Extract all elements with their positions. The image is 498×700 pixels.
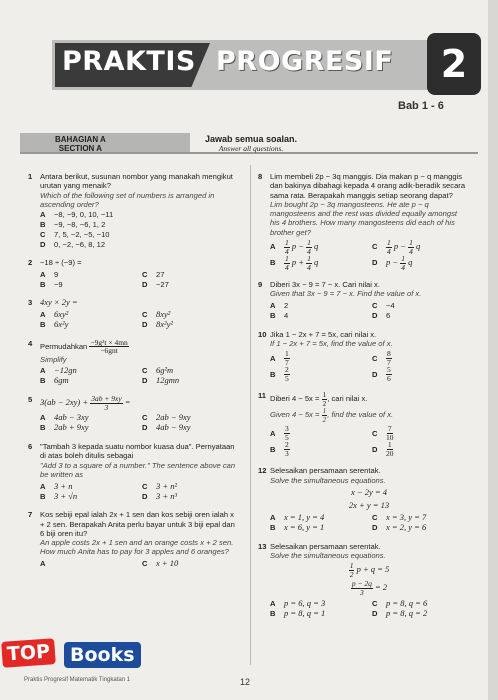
fraction-denominator: 4: [401, 262, 405, 272]
option-value: x = 6, y = 1: [284, 522, 325, 533]
option-fraction: [284, 239, 290, 255]
fraction-numerator: p − 2q: [351, 579, 372, 589]
question-text: Selesaikan persamaan serentak.: [270, 466, 381, 476]
fraction-numerator: 1: [307, 254, 311, 264]
fraction-denominator: 6: [387, 373, 391, 383]
fraction-denominator: 4: [409, 246, 413, 256]
option-fraction: [400, 255, 406, 271]
question-number: 1: [28, 172, 33, 181]
option-term: p −: [386, 257, 399, 268]
question-text: Kos sebiji epal ialah 2x + 1 sen dan kos sebiji oren ialah x + 2 sen. Berapakah Anita perlu bayar untuk 3 biji epal dan 6 biji oren itu?: [40, 510, 235, 538]
option-b[interactable]: B −9, −8, −6, 1, 2: [40, 219, 106, 229]
fraction-denominator: 3: [360, 587, 364, 597]
option-a[interactable]: A x = 1, y = 4: [270, 512, 325, 523]
option-value: [386, 441, 394, 457]
option-value: p = 6, q = 3: [284, 597, 326, 608]
watermark-logo-books: Books: [64, 642, 141, 668]
question-text-en: An apple costs 2x + 1 sen and an orange costs x + 2 sen. How much Anita has to pay for 3 apples and 6 oranges?: [40, 538, 234, 557]
option-value: [386, 255, 412, 271]
option-value: 2ab + 9xy: [54, 422, 89, 433]
question-10: [258, 330, 468, 383]
option-c[interactable]: C $\frac{1}{4}$ p − $\frac{1}{4}$ q: [372, 238, 421, 256]
option-value: 3 + n: [54, 480, 73, 491]
option-value: 3 + n²: [156, 480, 178, 491]
option-a[interactable]: A $\frac{1}{7}$: [270, 349, 289, 367]
option-term: q: [314, 257, 319, 268]
option-b[interactable]: B 6gm: [40, 375, 69, 386]
expression-fraction: [89, 339, 128, 355]
question-text: Antara berikut, susunan nombor yang manakah mengikut urutan yang menaik?: [40, 172, 233, 191]
question-text: [270, 391, 468, 407]
option-d[interactable]: D 4ab − 9xy: [142, 422, 191, 433]
option-fraction: [284, 255, 290, 271]
fraction-denominator: −6gnt: [100, 346, 118, 356]
question-text: Diberi 3x − 9 = 7 − x. Cari nilai x.: [270, 280, 380, 290]
option-d[interactable]: D $\frac{1}{20}$: [372, 440, 394, 458]
option-b[interactable]: B 2ab + 9xy: [40, 422, 89, 433]
question-text-en: If 1 − 2x + 7 = 5x, find the value of x.: [270, 338, 393, 348]
question-number: 3: [28, 298, 33, 308]
equation-1: x − 2y = 4: [350, 486, 388, 497]
option-b[interactable]: B $\frac{1}{4}$ p + $\frac{1}{4}$ q: [270, 254, 319, 272]
option-c[interactable]: C 6g²m: [142, 365, 174, 376]
section-label-ms: BAHAGIAN A: [55, 135, 106, 144]
option-value: −4: [386, 301, 395, 311]
option-d[interactable]: D 8x²y²: [142, 319, 173, 330]
title-progresif: PROGRESIF: [216, 46, 394, 77]
option-value: 6gm: [54, 375, 69, 386]
page-number: 12: [240, 677, 251, 687]
option-value: x + 10: [156, 558, 179, 569]
option-fraction: [306, 239, 312, 255]
question-text-en: "Add 3 to a square of a number." The sentence above can be written as: [40, 460, 236, 479]
option-value: 3 + n³: [156, 490, 178, 501]
question-text-en: Lim bought 2p − 3q mangosteens. He ate p − q mangosteens and the rest was divided equally amongst his 4 brothers. How many mangosteens did each of his brother get?: [270, 199, 458, 237]
fraction-denominator: 2: [322, 414, 327, 424]
question-8: [258, 172, 468, 271]
fraction-denominator: 2: [349, 569, 354, 579]
option-b[interactable]: B 6x²y: [40, 319, 69, 330]
option-b[interactable]: B x = 6, y = 1: [270, 522, 325, 533]
option-value: 8x²y²: [156, 319, 173, 330]
option-c[interactable]: C x + 10: [142, 558, 179, 569]
instruction-en: Answer all questions.: [218, 144, 284, 153]
option-value: 4: [284, 311, 289, 321]
option-c[interactable]: C p = 8, q = 6: [372, 597, 428, 608]
option-value: x = 3, y = 7: [386, 512, 427, 523]
book-title-footer: Praktis Progresif Matematik Tingkatan 1: [24, 677, 131, 683]
option-value: [284, 255, 318, 271]
option-value: [284, 350, 290, 366]
question-stem: [40, 395, 238, 411]
option-a[interactable]: A 6xy²: [40, 309, 69, 320]
fraction-numerator: 1: [322, 406, 327, 416]
question-number: 8: [258, 172, 263, 181]
fraction-numerator: 2: [285, 365, 289, 375]
option-a[interactable]: A 4ab − 3xy: [40, 412, 89, 423]
question-text-en: Given that 3x − 9 = 7 − x. Find the value of x.: [270, 289, 422, 299]
option-a[interactable]: A $\frac{1}{4}$ p − $\frac{1}{4}$ q: [270, 238, 319, 256]
option-b[interactable]: B 3 + √n: [40, 490, 78, 501]
section-label-en: SECTION A: [58, 144, 103, 153]
fraction-numerator: 1: [409, 238, 413, 248]
option-a[interactable]: A −8, −9, 0, 10, −11: [40, 209, 114, 219]
fraction-denominator: 10: [386, 432, 394, 442]
option-value: −9, −8, −6, 1, 2: [54, 219, 106, 229]
option-d[interactable]: D 0, −2, −6, 8, 12: [40, 239, 106, 249]
option-value: 4ab − 9xy: [156, 422, 191, 433]
option-a[interactable]: A −12gn: [40, 365, 77, 376]
expression-fraction: [90, 395, 122, 411]
option-value: 6g²m: [156, 365, 174, 376]
option-value: [386, 239, 420, 255]
left-column: [28, 172, 238, 578]
option-value: [284, 425, 290, 441]
option-value: 8xy²: [156, 309, 171, 320]
title-praktis: PRAKTIS: [62, 46, 196, 77]
option-d[interactable]: D x = 2, y = 6: [372, 522, 427, 533]
option-b[interactable]: B p = 8, q = 1: [270, 607, 326, 618]
option-fraction: [306, 255, 312, 271]
question-text-en: [270, 407, 468, 423]
instruction-ms: Jawab semua soalan.: [205, 134, 298, 144]
option-value: 2: [284, 301, 289, 311]
question-number: 10: [258, 329, 267, 339]
question-1: [28, 172, 238, 249]
question-6: [28, 442, 238, 501]
question-4: [28, 339, 238, 386]
option-term: p +: [291, 257, 304, 268]
watermark-logo-top: TOP: [1, 638, 56, 668]
option-value: −8, −9, 0, 10, −11: [54, 209, 114, 219]
equation-term: p + q = 5: [356, 564, 390, 575]
option-fraction: [408, 239, 414, 255]
option-term: q: [314, 241, 319, 252]
option-value: 0, −2, −6, 8, 12: [54, 239, 106, 249]
page-edge: [488, 0, 498, 700]
worksheet-number-badge: 2: [427, 33, 481, 95]
option-value: [284, 366, 290, 382]
fraction-numerator: 3: [285, 424, 289, 434]
chapter-range: Bab 1 - 6: [398, 100, 444, 112]
fraction-denominator: 7: [387, 357, 391, 367]
question-9: [258, 280, 468, 321]
option-c[interactable]: C −4: [372, 301, 395, 311]
option-value: 6xy²: [54, 309, 69, 320]
option-b[interactable]: B $\frac{2}{5}$: [270, 365, 289, 383]
option-d[interactable]: D $\frac{5}{6}$: [372, 365, 391, 383]
question-5: [28, 395, 238, 433]
fraction-numerator: 1: [349, 561, 354, 571]
option-c[interactable]: C 8xy²: [142, 309, 171, 320]
question-11: [258, 391, 468, 457]
option-value: 9: [54, 269, 59, 279]
option-c[interactable]: C $\frac{7}{10}$: [372, 424, 394, 442]
question-12: [258, 466, 468, 533]
fraction-numerator: 1: [285, 349, 289, 359]
option-c[interactable]: C $\frac{8}{7}$: [372, 349, 391, 367]
equation-2: [270, 580, 468, 596]
option-value: x = 2, y = 6: [386, 522, 427, 533]
option-c[interactable]: C 2ab − 9xy: [142, 412, 191, 423]
question-text-en: Which of the following set of numbers is arranged in ascending order?: [40, 190, 215, 209]
option-term: p −: [291, 241, 304, 252]
option-value: [284, 239, 318, 255]
question-stem: [40, 339, 238, 355]
fraction-numerator: 1: [387, 440, 392, 450]
question-text-part: Diberi 4 − 5x =: [270, 394, 320, 404]
question-text: Permudahkan: [40, 341, 88, 351]
question-number: 2: [28, 258, 33, 268]
option-a[interactable]: A $\frac{3}{5}$: [270, 424, 289, 442]
fraction-numerator: 1: [285, 254, 289, 264]
option-b[interactable]: B $\frac{2}{3}$: [270, 440, 289, 458]
fraction-numerator: 1: [401, 254, 405, 264]
option-d[interactable]: D −27: [142, 279, 169, 289]
question-stem: −18 ÷ (−9) =: [40, 258, 82, 268]
fraction-denominator: 3: [285, 448, 289, 458]
option-value: p = 8, q = 6: [386, 597, 428, 608]
option-b[interactable]: B 4: [270, 311, 289, 321]
option-a[interactable]: A: [40, 559, 46, 569]
equation-fraction: [349, 562, 355, 578]
fraction-denominator: 20: [386, 448, 394, 458]
equation-term: = 2: [375, 582, 388, 593]
instruction: [205, 134, 297, 154]
fraction-numerator: 1: [322, 390, 327, 400]
question-number: 9: [258, 280, 263, 290]
question-text: Lim membeli 2p − 3q manggis. Dia makan p − q manggis dan bakinya dibahagi kepada 4 orang adik-beradik secara sama rata. Berapakah manggis setiap seorang dapat?: [270, 172, 466, 200]
option-value: p = 8, q = 2: [386, 607, 428, 618]
option-c[interactable]: C x = 3, y = 7: [372, 512, 427, 523]
option-value: 3 + √n: [54, 490, 78, 501]
option-term: p −: [393, 241, 406, 252]
question-number: 12: [258, 466, 267, 476]
option-value: 2ab − 9xy: [156, 412, 191, 423]
fraction-numerator: 1: [285, 238, 289, 248]
option-term: q: [416, 241, 421, 252]
option-value: 6: [386, 311, 391, 321]
option-value: −27: [156, 279, 169, 289]
option-value: [386, 366, 392, 382]
question-text: Jika 1 − 2x + 7 = 5x, cari nilai x.: [270, 329, 377, 339]
fraction-numerator: 7: [387, 424, 392, 434]
equation-1: [270, 562, 468, 578]
expression-equals: =: [124, 397, 131, 408]
fraction-numerator: 3ab + 9xy: [91, 394, 122, 404]
fraction-denominator: 5: [285, 373, 289, 383]
equation-fraction: [351, 580, 373, 596]
question-number: 6: [28, 442, 33, 452]
option-d[interactable]: D 6: [372, 311, 391, 321]
fraction-denominator: 4: [307, 262, 311, 272]
question-text-part: , cari nilai x.: [327, 394, 368, 404]
option-value: 27: [156, 269, 165, 279]
fraction-denominator: 4: [387, 246, 391, 256]
section-label: [55, 135, 106, 153]
option-b[interactable]: B −9: [40, 279, 63, 289]
question-number: 11: [258, 391, 267, 401]
fraction-numerator: 2: [285, 440, 289, 450]
option-fraction: [386, 239, 392, 255]
option-value: [386, 425, 394, 441]
option-value: [284, 441, 290, 457]
question-3: [28, 298, 238, 329]
fraction-numerator: −9g²t × 4mn: [90, 337, 128, 347]
right-column: [258, 172, 468, 627]
option-d[interactable]: D 3 + n³: [142, 490, 178, 501]
option-a[interactable]: A 2: [270, 301, 289, 311]
option-term: q: [408, 257, 413, 268]
option-d[interactable]: D p − $\frac{1}{4}$ q: [372, 254, 413, 272]
fraction-denominator: 3: [104, 402, 109, 412]
question-text: "Tambah 3 kepada suatu nombor kuasa dua". Pernyataan di atas boleh ditulis sebagai: [40, 442, 235, 461]
question-number: 13: [258, 541, 267, 551]
fraction-denominator: 4: [285, 262, 289, 272]
option-c[interactable]: C 3 + n²: [142, 480, 178, 491]
question-2: [28, 258, 238, 289]
option-value: 7, 5, −2, −5, −10: [54, 229, 110, 239]
option-c[interactable]: C 27: [142, 269, 165, 279]
fraction-numerator: 8: [387, 349, 391, 359]
fraction-denominator: 7: [285, 357, 289, 367]
question-13: [258, 542, 468, 619]
question-number: 7: [28, 510, 33, 520]
option-value: −12gn: [54, 365, 77, 376]
fraction-numerator: 1: [307, 238, 311, 248]
fraction-denominator: 4: [307, 246, 311, 256]
option-value: 12gmn: [156, 375, 180, 386]
fraction-numerator: 5: [387, 365, 391, 375]
option-value: x = 1, y = 4: [284, 512, 325, 523]
option-value: 4ab − 3xy: [54, 412, 89, 423]
option-d[interactable]: D 12gmn: [142, 375, 180, 386]
expression-lhs: 3(ab − 2xy) +: [40, 397, 89, 408]
option-d[interactable]: D p = 8, q = 2: [372, 607, 428, 618]
equation-2: 2x + y = 13: [348, 499, 390, 510]
option-a[interactable]: A 3 + n: [40, 480, 73, 491]
option-value: −9: [54, 279, 63, 289]
question-text-en: Simplify: [40, 354, 67, 364]
fraction-numerator: 1: [387, 238, 391, 248]
question-number: 5: [28, 395, 33, 405]
question-text-en: Solve the simultaneous equations.: [270, 475, 386, 485]
option-value: p = 8, q = 1: [284, 607, 326, 618]
question-text: Selesaikan persamaan serentak.: [270, 541, 381, 551]
fraction-denominator: 4: [285, 246, 289, 256]
option-a[interactable]: A 9: [40, 269, 59, 279]
option-a[interactable]: A p = 6, q = 3: [270, 597, 326, 608]
question-text-part: , find the value of x.: [327, 410, 394, 420]
fraction-denominator: 2: [322, 398, 327, 408]
option-value: 6x²y: [54, 319, 69, 330]
column-divider: [250, 165, 251, 665]
fraction-denominator: 5: [285, 432, 289, 442]
option-c[interactable]: C 7, 5, −2, −5, −10: [40, 229, 110, 239]
question-text-part: Given 4 − 5x =: [270, 410, 320, 420]
question-7: [28, 510, 238, 568]
option-value: [386, 350, 392, 366]
question-stem: 4xy × 2y =: [40, 297, 78, 308]
question-number: 4: [28, 338, 33, 348]
question-text-en: Solve the simultaneous equations.: [270, 551, 386, 561]
